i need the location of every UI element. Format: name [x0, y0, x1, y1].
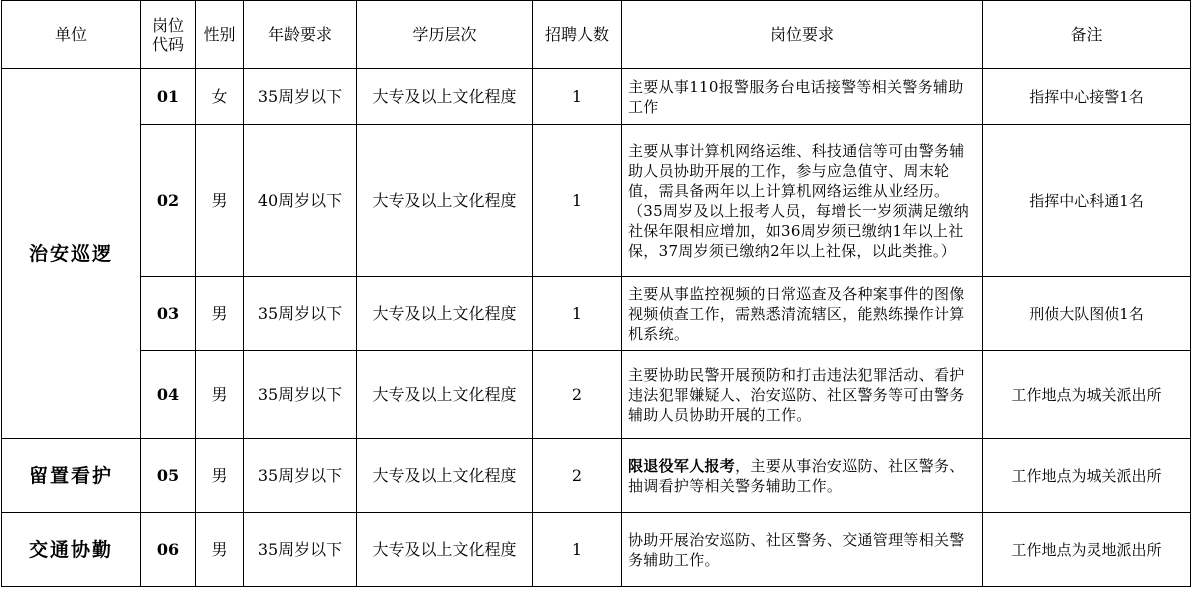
count-cell: 1 [533, 69, 622, 125]
requirement-lead: 限退役军人报考 [628, 456, 736, 475]
header-gender: 性别 [196, 1, 244, 69]
note-cell: 工作地点为灵地派出所 [983, 513, 1191, 587]
count-cell: 2 [533, 439, 622, 513]
count-cell: 1 [533, 125, 622, 277]
header-education: 学历层次 [357, 1, 533, 69]
age-cell: 35周岁以下 [244, 277, 357, 351]
count-cell: 1 [533, 513, 622, 587]
requirement-text: 主要协助民警开展预防和打击违法犯罪活动、看护违法犯罪嫌疑人、治安巡防、社区警务等可由警务辅助人员协助开展的工作。 [628, 365, 965, 424]
note-cell: 刑侦大队图侦1名 [983, 277, 1191, 351]
table-row [2, 125, 1191, 277]
gender-cell: 男 [196, 125, 244, 277]
note-cell: 指挥中心接警1名 [983, 69, 1191, 125]
recruitment-table [1, 0, 1191, 587]
header-code-line2: 代码 [151, 34, 184, 54]
code-cell: 02 [141, 125, 196, 277]
table-row [2, 513, 1191, 587]
header-code [141, 1, 196, 69]
note-cell: 工作地点为城关派出所 [983, 351, 1191, 439]
requirement-cell [622, 125, 983, 277]
age-cell: 35周岁以下 [244, 513, 357, 587]
table-row [2, 439, 1191, 513]
header-age: 年龄要求 [244, 1, 357, 69]
code-cell: 03 [141, 277, 196, 351]
header-requirements: 岗位要求 [622, 1, 983, 69]
code-cell: 06 [141, 513, 196, 587]
requirement-text: 主要从事计算机网络运维、科技通信等可由警务辅助人员协助开展的工作，参与应急值守、周末轮值，需具备两年以上计算机网络运维从业经历。（35周岁及以上报考人员，每增长一岁须满足缴纳社保年限相应增加，如36周岁须已缴纳1年以上社保，37周岁须已缴纳2年以上社保，以此类推。） [628, 141, 969, 260]
education-cell: 大专及以上文化程度 [357, 69, 533, 125]
note-cell: 指挥中心科通1名 [983, 125, 1191, 277]
header-count: 招聘人数 [533, 1, 622, 69]
table-row [2, 69, 1191, 125]
unit-cell: 留置看护 [2, 439, 141, 513]
header-row [2, 1, 1191, 69]
requirement-cell [622, 513, 983, 587]
header-unit: 单位 [2, 1, 141, 69]
gender-cell: 男 [196, 439, 244, 513]
gender-cell: 男 [196, 277, 244, 351]
requirement-text: 协助开展治安巡防、社区警务、交通管理等相关警务辅助工作。 [628, 530, 965, 569]
age-cell: 40周岁以下 [244, 125, 357, 277]
count-cell: 2 [533, 351, 622, 439]
count-cell: 1 [533, 277, 622, 351]
note-cell: 工作地点为城关派出所 [983, 439, 1191, 513]
education-cell: 大专及以上文化程度 [357, 439, 533, 513]
requirement-text: ，主要从事治安巡防、社区警务、抽调看护等相关警务辅助工作。 [628, 456, 965, 495]
header-note: 备注 [983, 1, 1191, 69]
education-cell: 大专及以上文化程度 [357, 351, 533, 439]
code-cell: 04 [141, 351, 196, 439]
age-cell: 35周岁以下 [244, 351, 357, 439]
education-cell: 大专及以上文化程度 [357, 513, 533, 587]
unit-cell: 交通协勤 [2, 513, 141, 587]
education-cell: 大专及以上文化程度 [357, 277, 533, 351]
requirement-cell [622, 277, 983, 351]
gender-cell: 女 [196, 69, 244, 125]
education-cell: 大专及以上文化程度 [357, 125, 533, 277]
age-cell: 35周岁以下 [244, 69, 357, 125]
unit-cell: 治安巡逻 [2, 69, 141, 439]
code-cell: 05 [141, 439, 196, 513]
requirement-cell [622, 439, 983, 513]
gender-cell: 男 [196, 513, 244, 587]
age-cell: 35周岁以下 [244, 439, 357, 513]
table-row [2, 351, 1191, 439]
requirement-cell [622, 69, 983, 125]
requirement-text: 主要从事监控视频的日常巡查及各种案事件的图像视频侦查工作，需熟悉清流辖区，能熟练操作计算机系统。 [628, 284, 965, 343]
gender-cell: 男 [196, 351, 244, 439]
requirement-text: 主要从事110报警服务台电话接警等相关警务辅助工作 [628, 77, 964, 116]
requirement-cell [622, 351, 983, 439]
code-cell: 01 [141, 69, 196, 125]
header-code-line1: 岗位 [151, 15, 184, 35]
table-row [2, 277, 1191, 351]
